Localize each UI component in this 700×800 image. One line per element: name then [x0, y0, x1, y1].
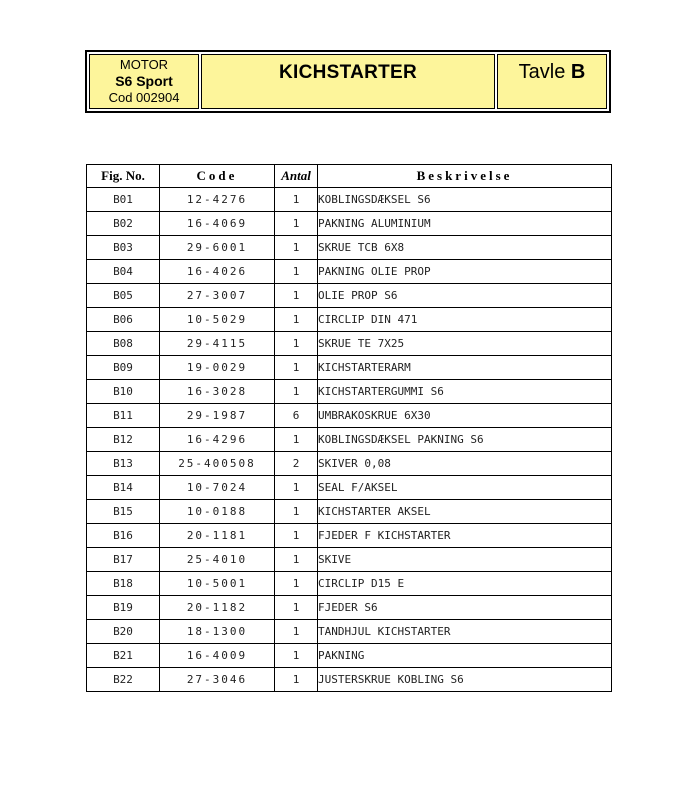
- table-row: [87, 404, 612, 428]
- quantity-cell: 1: [275, 524, 318, 548]
- table-row: [87, 572, 612, 596]
- code-cell: 20-1182: [160, 596, 275, 620]
- column-header-antal: Antal: [275, 165, 318, 188]
- code-cell: 16-4069: [160, 212, 275, 236]
- plate-word: Tavle: [518, 61, 566, 83]
- description-cell: FJEDER S6: [318, 596, 612, 620]
- table-row: [87, 428, 612, 452]
- fig-number-cell: B15: [87, 500, 160, 524]
- fig-number-cell: B09: [87, 356, 160, 380]
- quantity-cell: 1: [275, 356, 318, 380]
- table-row: [87, 332, 612, 356]
- description-cell: OLIE PROP S6: [318, 284, 612, 308]
- code-cell: 16-3028: [160, 380, 275, 404]
- parts-table: [86, 164, 612, 692]
- description-cell: CIRCLIP DIN 471: [318, 308, 612, 332]
- quantity-cell: 1: [275, 620, 318, 644]
- document-header: [85, 50, 611, 113]
- fig-number-cell: B01: [87, 188, 160, 212]
- quantity-cell: 1: [275, 548, 318, 572]
- code-cell: 12-4276: [160, 188, 275, 212]
- code-cell: 10-5029: [160, 308, 275, 332]
- description-cell: KOBLINGSDÆKSEL S6: [318, 188, 612, 212]
- code-cell: 10-5001: [160, 572, 275, 596]
- description-cell: PAKNING ALUMINIUM: [318, 212, 612, 236]
- description-cell: SEAL F/AKSEL: [318, 476, 612, 500]
- code-cell: 29-6001: [160, 236, 275, 260]
- column-header-code: Code: [160, 165, 275, 188]
- motor-info-box: [89, 54, 199, 109]
- quantity-cell: 1: [275, 644, 318, 668]
- quantity-cell: 1: [275, 668, 318, 692]
- title-box: [201, 54, 495, 109]
- description-cell: SKRUE TCB 6X8: [318, 236, 612, 260]
- table-row: [87, 356, 612, 380]
- fig-number-cell: B03: [87, 236, 160, 260]
- fig-number-cell: B02: [87, 212, 160, 236]
- fig-number-cell: B16: [87, 524, 160, 548]
- fig-number-cell: B11: [87, 404, 160, 428]
- quantity-cell: 2: [275, 452, 318, 476]
- fig-number-cell: B18: [87, 572, 160, 596]
- code-cell: 25-400508: [160, 452, 275, 476]
- table-row: [87, 476, 612, 500]
- table-row: [87, 524, 612, 548]
- quantity-cell: 1: [275, 308, 318, 332]
- code-cell: 27-3046: [160, 668, 275, 692]
- code-cell: 29-1987: [160, 404, 275, 428]
- quantity-cell: 1: [275, 284, 318, 308]
- description-cell: PAKNING: [318, 644, 612, 668]
- code-cell: 10-7024: [160, 476, 275, 500]
- fig-number-cell: B04: [87, 260, 160, 284]
- description-cell: KICHSTARTER AKSEL: [318, 500, 612, 524]
- table-row: [87, 452, 612, 476]
- code-cell: 27-3007: [160, 284, 275, 308]
- quantity-cell: 1: [275, 596, 318, 620]
- description-cell: KOBLINGSDÆKSEL PAKNING S6: [318, 428, 612, 452]
- motor-label: MOTOR: [119, 57, 169, 72]
- motor-code: Cod 002904: [108, 90, 180, 105]
- quantity-cell: 1: [275, 236, 318, 260]
- description-cell: FJEDER F KICHSTARTER: [318, 524, 612, 548]
- code-cell: 16-4296: [160, 428, 275, 452]
- quantity-cell: 1: [275, 380, 318, 404]
- page-title: KICHSTARTER: [278, 62, 418, 83]
- code-cell: 25-4010: [160, 548, 275, 572]
- motor-model: S6 Sport: [115, 73, 173, 89]
- table-header-row: [87, 165, 612, 188]
- quantity-cell: 1: [275, 260, 318, 284]
- quantity-cell: 1: [275, 500, 318, 524]
- fig-number-cell: B10: [87, 380, 160, 404]
- table-row: [87, 620, 612, 644]
- description-cell: SKIVE: [318, 548, 612, 572]
- description-cell: PAKNING OLIE PROP: [318, 260, 612, 284]
- plate-box: [497, 54, 607, 109]
- quantity-cell: 1: [275, 428, 318, 452]
- fig-number-cell: B17: [87, 548, 160, 572]
- description-cell: SKIVER 0,08: [318, 452, 612, 476]
- code-cell: 10-0188: [160, 500, 275, 524]
- column-header-description: Beskrivelse: [318, 165, 612, 188]
- quantity-cell: 6: [275, 404, 318, 428]
- table-row: [87, 212, 612, 236]
- fig-number-cell: B13: [87, 452, 160, 476]
- fig-number-cell: B20: [87, 620, 160, 644]
- code-cell: 29-4115: [160, 332, 275, 356]
- table-row: [87, 596, 612, 620]
- quantity-cell: 1: [275, 476, 318, 500]
- description-cell: UMBRAKOSKRUE 6X30: [318, 404, 612, 428]
- column-header-fig: Fig. No.: [87, 165, 160, 188]
- description-cell: KICHSTARTERARM: [318, 356, 612, 380]
- quantity-cell: 1: [275, 212, 318, 236]
- quantity-cell: 1: [275, 332, 318, 356]
- description-cell: SKRUE TE 7X25: [318, 332, 612, 356]
- description-cell: TANDHJUL KICHSTARTER: [318, 620, 612, 644]
- table-row: [87, 260, 612, 284]
- table-row: [87, 236, 612, 260]
- table-row: [87, 380, 612, 404]
- table-row: [87, 548, 612, 572]
- fig-number-cell: B21: [87, 644, 160, 668]
- plate-label: [519, 61, 586, 108]
- table-row: [87, 500, 612, 524]
- code-cell: 19-0029: [160, 356, 275, 380]
- table-row: [87, 284, 612, 308]
- fig-number-cell: B08: [87, 332, 160, 356]
- description-cell: KICHSTARTERGUMMI S6: [318, 380, 612, 404]
- fig-number-cell: B05: [87, 284, 160, 308]
- quantity-cell: 1: [275, 188, 318, 212]
- fig-number-cell: B06: [87, 308, 160, 332]
- table-row: [87, 308, 612, 332]
- code-cell: 20-1181: [160, 524, 275, 548]
- fig-number-cell: B22: [87, 668, 160, 692]
- code-cell: 16-4009: [160, 644, 275, 668]
- parts-table-body: [87, 188, 612, 692]
- table-row: [87, 644, 612, 668]
- table-row: [87, 668, 612, 692]
- table-row: [87, 188, 612, 212]
- quantity-cell: 1: [275, 572, 318, 596]
- description-cell: JUSTERSKRUE KOBLING S6: [318, 668, 612, 692]
- fig-number-cell: B19: [87, 596, 160, 620]
- fig-number-cell: B12: [87, 428, 160, 452]
- code-cell: 16-4026: [160, 260, 275, 284]
- fig-number-cell: B14: [87, 476, 160, 500]
- description-cell: CIRCLIP D15 E: [318, 572, 612, 596]
- plate-letter: B: [570, 61, 586, 83]
- code-cell: 18-1300: [160, 620, 275, 644]
